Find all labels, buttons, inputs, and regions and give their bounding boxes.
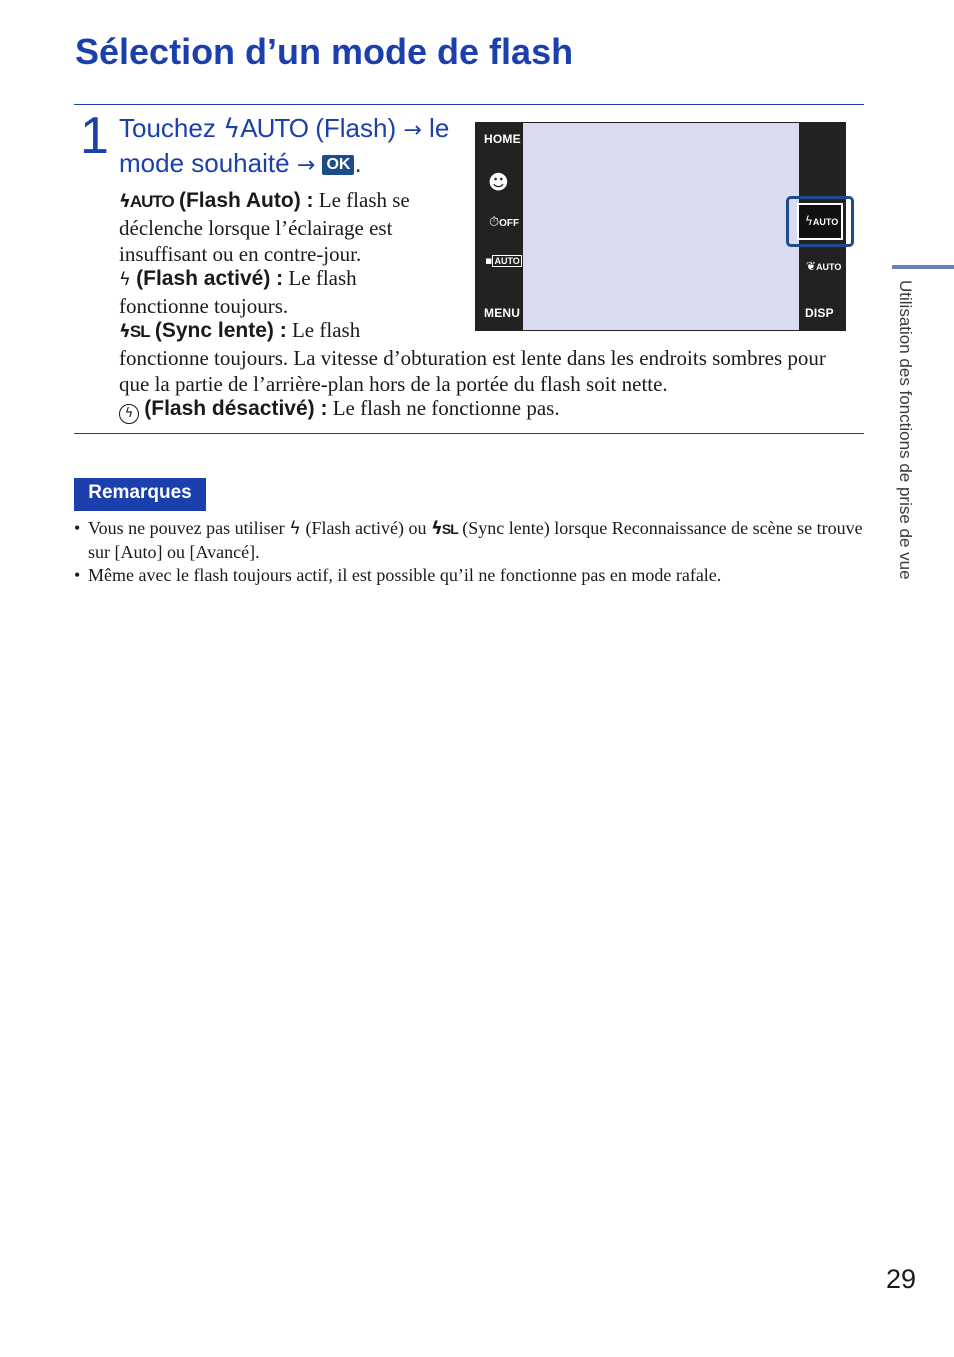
instruction-mode: mode souhaité (119, 148, 290, 178)
note-text: Vous ne pouvez pas utiliser (88, 518, 285, 538)
macro-auto-icon: ❦AUTO (806, 259, 842, 273)
self-timer-off-icon: ⏱OFF (489, 215, 520, 230)
remarks-label: Remarques (74, 478, 206, 511)
flash-auto-icon: ϟAUTO (805, 214, 839, 228)
mode-text: Le flash ne fonctionne pas. (332, 396, 560, 420)
step-instruction (119, 112, 469, 182)
instruction-period: . (354, 148, 362, 178)
slow-sync-icon: ϟSL (430, 518, 458, 539)
arrow-icon: → (296, 153, 316, 178)
side-tab-marker (892, 265, 954, 269)
flash-on-icon: ϟ (119, 269, 131, 290)
bullet: • (74, 518, 81, 538)
slow-sync-icon: ϟSL (119, 321, 150, 342)
mode-text: Le flash fonctionne toujours. (119, 266, 357, 318)
note-text: Même avec le flash toujours actif, il est possible qu’il ne fonctionne pas en mode rafale. (88, 565, 722, 585)
step-number: 1 (80, 107, 109, 165)
bottom-divider (74, 433, 864, 434)
flash-off-icon: ϟ (119, 404, 139, 424)
instruction-le: le (429, 113, 450, 143)
screen-preview (523, 123, 799, 330)
mode-term: (Flash désactivé) : (144, 397, 328, 420)
note-text: (Sync lente) lorsque Reconnaissance de scène se trouve sur [Auto] ou [Avancé]. (88, 518, 863, 562)
mode-term: (Flash activé) : (136, 267, 284, 290)
bullet: • (74, 565, 81, 585)
disp-button: DISP (805, 306, 834, 320)
top-divider (74, 104, 864, 105)
mode-flash-auto (119, 187, 424, 267)
ok-icon: OK (322, 155, 354, 175)
mode-text: Le flash se déclenche lorsque l’éclairage est insuffisant ou en contre-jour. (119, 188, 410, 266)
flash-on-icon: ϟ (289, 518, 302, 539)
mode-term: (Flash Auto) : (178, 189, 314, 212)
mode-text: Le flash (291, 318, 361, 342)
flash-auto-icon: ϟAUTO (223, 113, 308, 144)
note-item (74, 564, 864, 587)
camera-auto-icon: ▪ AUTO (485, 254, 520, 267)
mode-flash-off (119, 395, 839, 424)
menu-button: MENU (484, 306, 521, 320)
mode-text-continued: fonctionne toujours. La vitesse d’obturation est lente dans les endroits sombres pour que la partie de l’arrière-plan hors de la portée du flash soit nette. (119, 346, 826, 396)
mode-flash-on (119, 265, 424, 319)
page-title: Sélection d’un mode de flash (75, 31, 574, 72)
section-side-label: Utilisation des fonctions de prise de vue (896, 280, 915, 580)
note-item (74, 517, 864, 564)
flash-auto-icon: ϟAUTO (119, 191, 174, 212)
home-button: HOME (484, 132, 521, 146)
smile-icon: ☻ (488, 170, 509, 194)
note-text: (Flash activé) ou (305, 518, 427, 538)
instruction-touchez: Touchez (119, 113, 216, 143)
mode-term: (Sync lente) : (154, 319, 287, 342)
instruction-flash: (Flash) (315, 113, 397, 143)
arrow-icon: → (403, 118, 422, 143)
page-number: 29 (886, 1264, 917, 1294)
